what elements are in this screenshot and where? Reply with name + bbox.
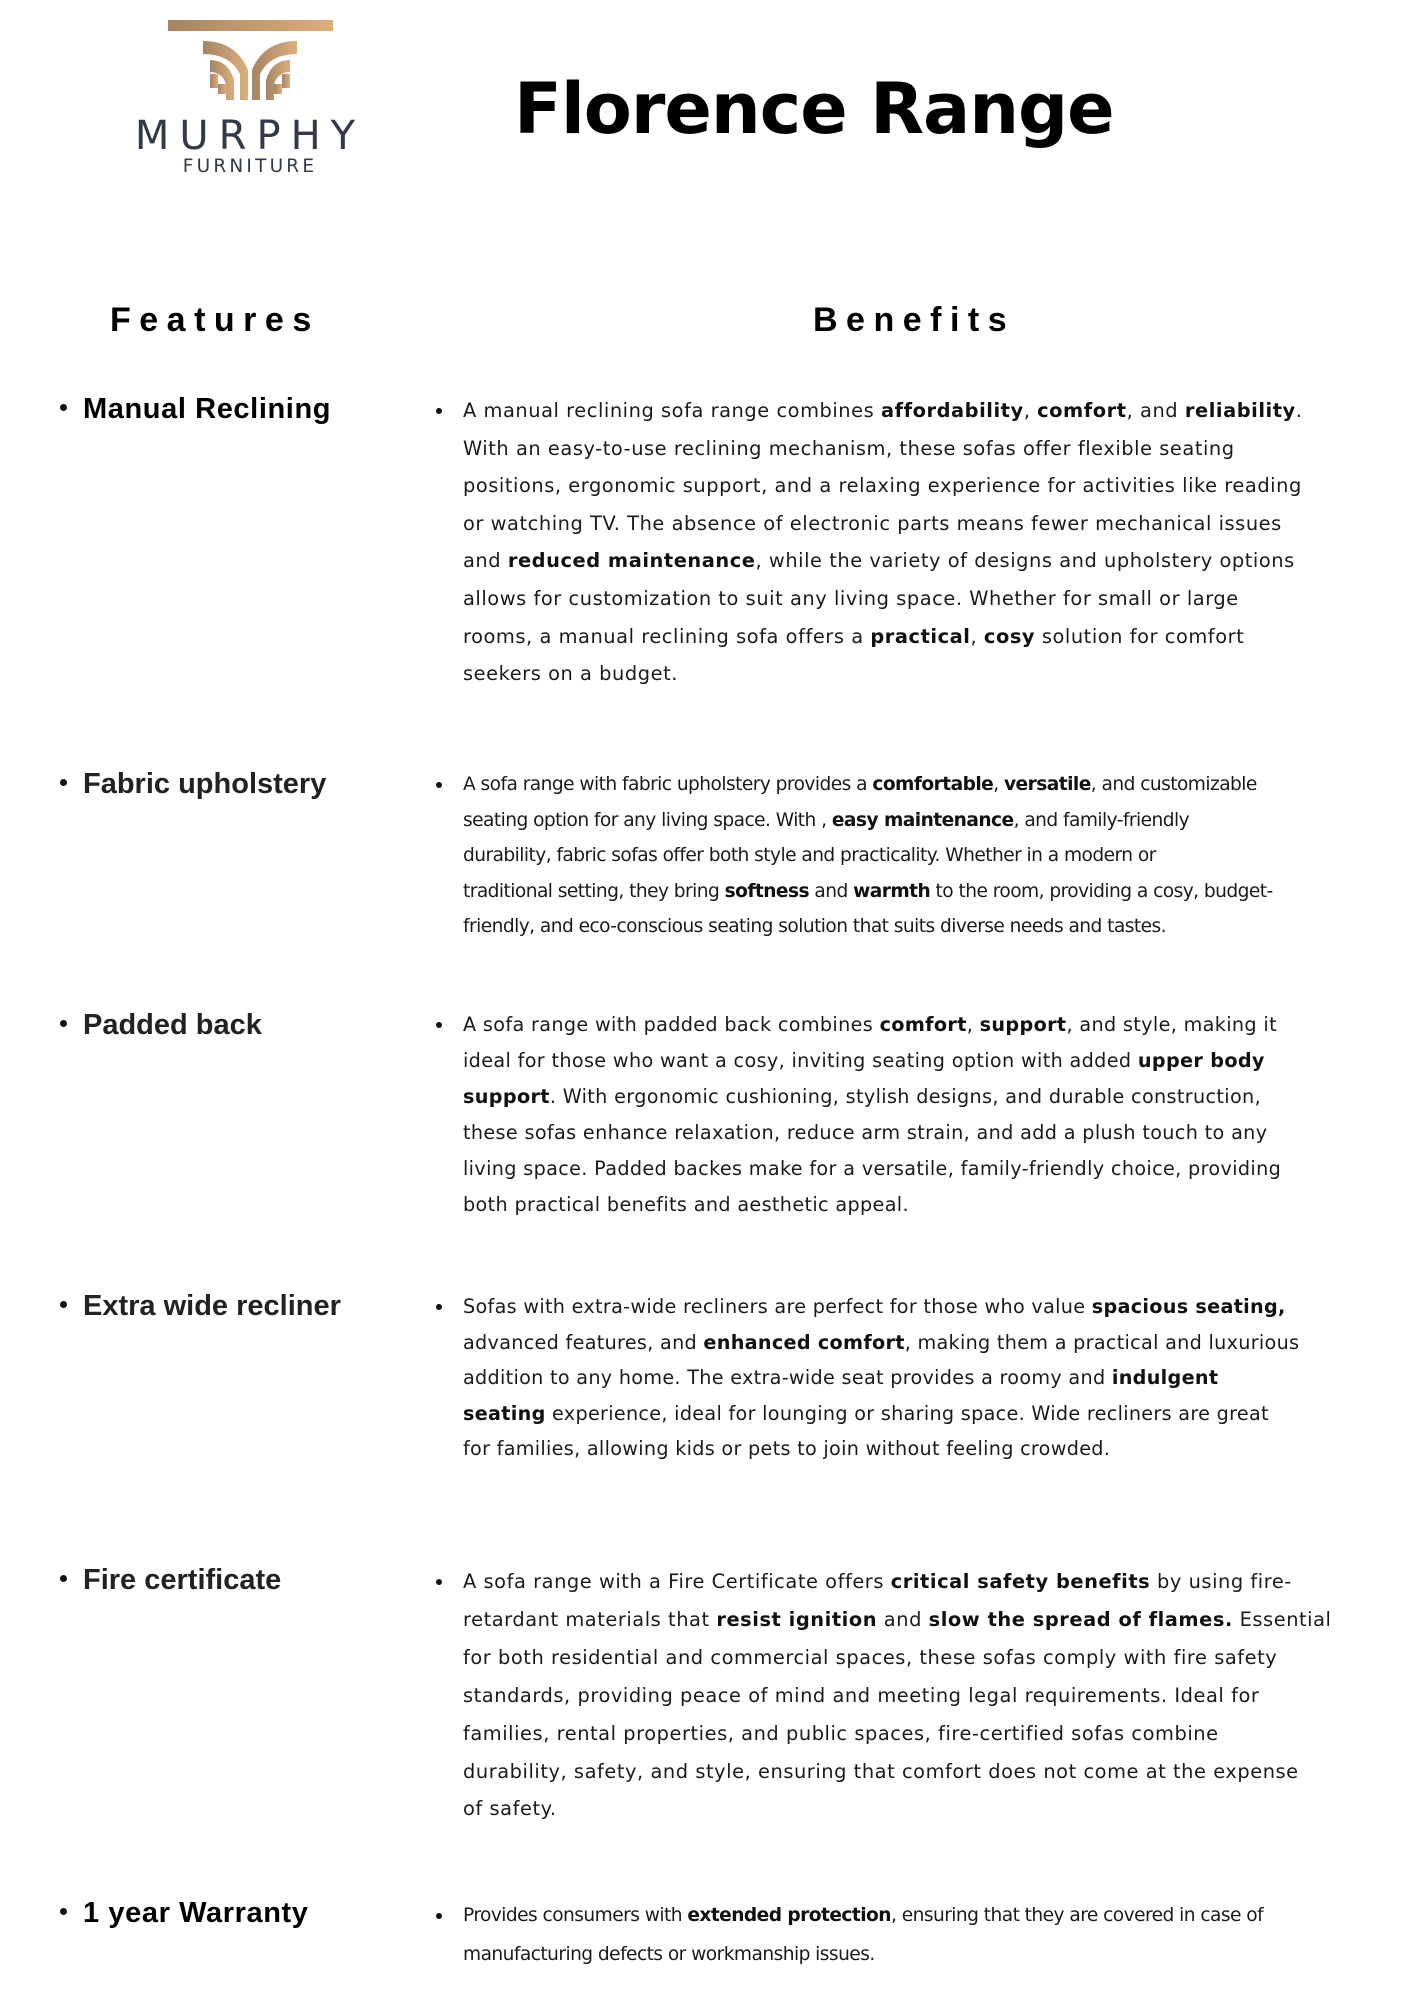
benefit-line (463, 1115, 1281, 1151)
feature-label: Fire certificate (83, 1564, 282, 1596)
body-text: and (809, 880, 854, 902)
benefit-line (463, 655, 1302, 693)
benefit-line (463, 1007, 1281, 1043)
feature-label: Extra wide recliner (83, 1290, 341, 1322)
body-text: A sofa range with fabric upholstery provides a (463, 774, 873, 795)
benefit-line (463, 1151, 1281, 1187)
benefit-line (463, 1396, 1299, 1432)
logo-subtitle: FURNITURE (182, 156, 318, 177)
benefit-line (463, 1563, 1332, 1601)
benefit-line (463, 1360, 1299, 1396)
body-text: , (970, 624, 984, 648)
emphasis-text: versatile (1003, 774, 1091, 795)
body-text: positions, ergonomic support, and a relaxing experience for activities like reading (463, 474, 1302, 498)
body-text: traditional setting, they bring (463, 880, 725, 902)
body-text: solution for comfort (1035, 624, 1245, 648)
benefit-line (463, 1753, 1332, 1791)
benefit-line (463, 767, 1273, 803)
benefit-text (463, 392, 1302, 693)
emphasis-text: indulgent (1111, 1366, 1219, 1390)
page-title: Florence Range (514, 68, 1114, 150)
body-text: A manual reclining sofa range combines (463, 399, 881, 422)
bullet-icon (436, 1579, 442, 1585)
emphasis-text: cosy (983, 624, 1036, 648)
benefit-text (463, 1563, 1332, 1828)
bullet-icon (60, 1575, 67, 1582)
body-text: , and customizable (1090, 774, 1257, 795)
body-text: With an easy-to-use reclining mechanism, these sofas offer flexible seating (463, 436, 1235, 460)
emphasis-text: affordability (881, 399, 1024, 422)
benefit-line (463, 1079, 1281, 1115)
emphasis-text: softness (724, 880, 810, 902)
feature-label: Manual Reclining (83, 393, 332, 425)
body-text: . With ergonomic cushioning, stylish designs, and durable construction, (549, 1085, 1262, 1108)
feature-item (60, 1289, 341, 1323)
feature-item (60, 1008, 262, 1042)
benefit-line (463, 430, 1302, 468)
body-text: both practical benefits and aesthetic appeal. (463, 1193, 909, 1216)
emphasis-text: slow the spread of flames. (928, 1607, 1233, 1631)
benefit-line (463, 542, 1302, 580)
emphasis-text: support (979, 1013, 1067, 1036)
emphasis-text: easy maintenance (831, 809, 1014, 831)
benefit-line (463, 1715, 1332, 1753)
body-text: to the room, providing a cosy, budget- (930, 880, 1273, 902)
benefit-line (463, 1639, 1332, 1677)
emphasis-text: warmth (853, 880, 931, 902)
body-text: or watching TV. The absence of electronic parts means fewer mechanical issues (463, 511, 1282, 535)
bullet-icon (60, 1301, 67, 1308)
benefit-line (463, 505, 1302, 543)
feature-item (60, 392, 331, 426)
emphasis-text: resist ignition (716, 1607, 878, 1631)
emphasis-text: comfort (879, 1013, 967, 1036)
body-text: and (463, 549, 508, 573)
benefit-line (463, 874, 1273, 910)
logo-emblem-icon (110, 14, 390, 179)
body-text: , while the variety of designs and upholstery options (755, 549, 1295, 573)
benefit-line (463, 909, 1273, 945)
body-text: , ensuring that they are covered in case of (890, 1905, 1264, 1926)
body-text: manufacturing defects or workmanship issues. (463, 1943, 875, 1965)
emphasis-text: reduced maintenance (507, 549, 756, 573)
emphasis-text: comfort (1037, 399, 1127, 422)
body-text: Provides consumers with (463, 1905, 688, 1926)
benefit-line (463, 467, 1302, 505)
body-text: , and family-friendly (1013, 809, 1190, 831)
benefit-line (463, 1790, 1332, 1828)
emphasis-text: comfortable (872, 774, 994, 795)
body-text: durability, safety, and style, ensuring that comfort does not come at the expense (463, 1759, 1299, 1783)
body-text: , (1023, 399, 1038, 422)
bullet-icon (60, 779, 67, 786)
benefit-line (463, 1325, 1299, 1361)
bullet-icon (60, 404, 67, 411)
body-text: for both residential and commercial spaces, these sofas comply with fire safety (463, 1645, 1278, 1669)
benefit-line (463, 1043, 1281, 1079)
bullet-icon (436, 782, 442, 788)
benefit-line (463, 392, 1302, 430)
bullet-icon (436, 408, 442, 414)
benefits-heading: Benefits (813, 301, 1016, 339)
bullet-icon (60, 1908, 67, 1915)
bullet-icon (436, 1022, 442, 1028)
body-text: seekers on a budget. (463, 662, 678, 686)
body-text: . (1295, 399, 1303, 422)
bullet-icon (436, 1304, 442, 1310)
body-text: of safety. (463, 1797, 557, 1821)
benefit-text (463, 1289, 1299, 1467)
body-text: advanced features, and (463, 1330, 704, 1354)
body-text: standards, providing peace of mind and meeting legal requirements. Ideal for (463, 1683, 1260, 1707)
logo-chair-mark (203, 41, 297, 100)
body-text: families, rental properties, and public spaces, fire-certified sofas combine (463, 1721, 1219, 1745)
emphasis-text: support (463, 1085, 550, 1108)
body-text: experience, ideal for lounging or sharing space. Wide recliners are great (545, 1401, 1269, 1425)
feature-item (60, 1896, 309, 1930)
benefit-line (463, 1187, 1281, 1223)
bullet-icon (60, 1020, 67, 1027)
feature-label: Padded back (83, 1009, 262, 1041)
body-text: addition to any home. The extra-wide seat provides a roomy and (463, 1366, 1112, 1390)
benefit-line (463, 1601, 1332, 1639)
body-text: , (966, 1013, 980, 1036)
body-text: , and style, making it (1066, 1013, 1277, 1036)
body-text: , (993, 774, 1004, 795)
emphasis-text: practical (870, 624, 971, 648)
body-text: , making them a practical and luxurious (904, 1330, 1300, 1354)
body-text: living space. Padded backes make for a versatile, family-friendly choice, providing (463, 1157, 1282, 1180)
benefit-line (463, 1897, 1263, 1936)
body-text: A sofa range with a Fire Certificate offers (463, 1570, 891, 1593)
logo-top-bar (168, 20, 333, 31)
bullet-icon (436, 1913, 442, 1919)
body-text: A sofa range with padded back combines (463, 1013, 880, 1036)
benefit-line (463, 580, 1302, 618)
feature-label: 1 year Warranty (83, 1897, 309, 1929)
body-text: retardant materials that (463, 1607, 717, 1631)
feature-item (60, 767, 326, 801)
logo-wordmark: MURPHY (134, 113, 366, 159)
body-text: by using fire- (1150, 1570, 1292, 1593)
feature-item (60, 1563, 281, 1597)
benefit-line (463, 1431, 1299, 1467)
emphasis-text: reliability (1184, 399, 1296, 422)
emphasis-text: critical safety benefits (890, 1570, 1151, 1593)
emphasis-text: spacious seating, (1091, 1295, 1286, 1318)
benefit-line (463, 838, 1273, 874)
benefit-text (463, 1007, 1281, 1223)
emphasis-text: upper body (1137, 1049, 1265, 1072)
benefit-text (463, 767, 1273, 945)
features-heading: Features (110, 301, 320, 339)
benefit-line (463, 1289, 1299, 1325)
body-text: , and (1126, 399, 1185, 422)
benefit-text (463, 1897, 1263, 1974)
body-text: ideal for those who want a cosy, inviting seating option with added (463, 1049, 1138, 1072)
benefit-line (463, 1677, 1332, 1715)
body-text: seating option for any living space. With , (463, 809, 832, 831)
body-text: Sofas with extra-wide recliners are perfect for those who value (463, 1295, 1092, 1318)
body-text: rooms, a manual reclining sofa offers a (463, 624, 871, 648)
murphy-furniture-logo (110, 14, 390, 179)
body-text: and (877, 1607, 929, 1631)
benefit-line (463, 803, 1273, 839)
benefit-line (463, 618, 1302, 656)
emphasis-text: extended protection (687, 1905, 891, 1926)
feature-label: Fabric upholstery (83, 768, 327, 800)
emphasis-text: seating (463, 1401, 546, 1425)
benefit-line (463, 1936, 1263, 1975)
body-text: allows for customization to suit any living space. Whether for small or large (463, 586, 1239, 610)
body-text: for families, allowing kids or pets to join without feeling crowded. (463, 1437, 1111, 1461)
emphasis-text: enhanced comfort (703, 1330, 905, 1354)
body-text: friendly, and eco-conscious seating solution that suits diverse needs and tastes. (463, 916, 1166, 938)
body-text: these sofas enhance relaxation, reduce arm strain, and add a plush touch to any (463, 1121, 1268, 1144)
body-text: Essential (1232, 1607, 1332, 1631)
body-text: durability, fabric sofas offer both style and practicality. Whether in a modern or (463, 845, 1156, 867)
